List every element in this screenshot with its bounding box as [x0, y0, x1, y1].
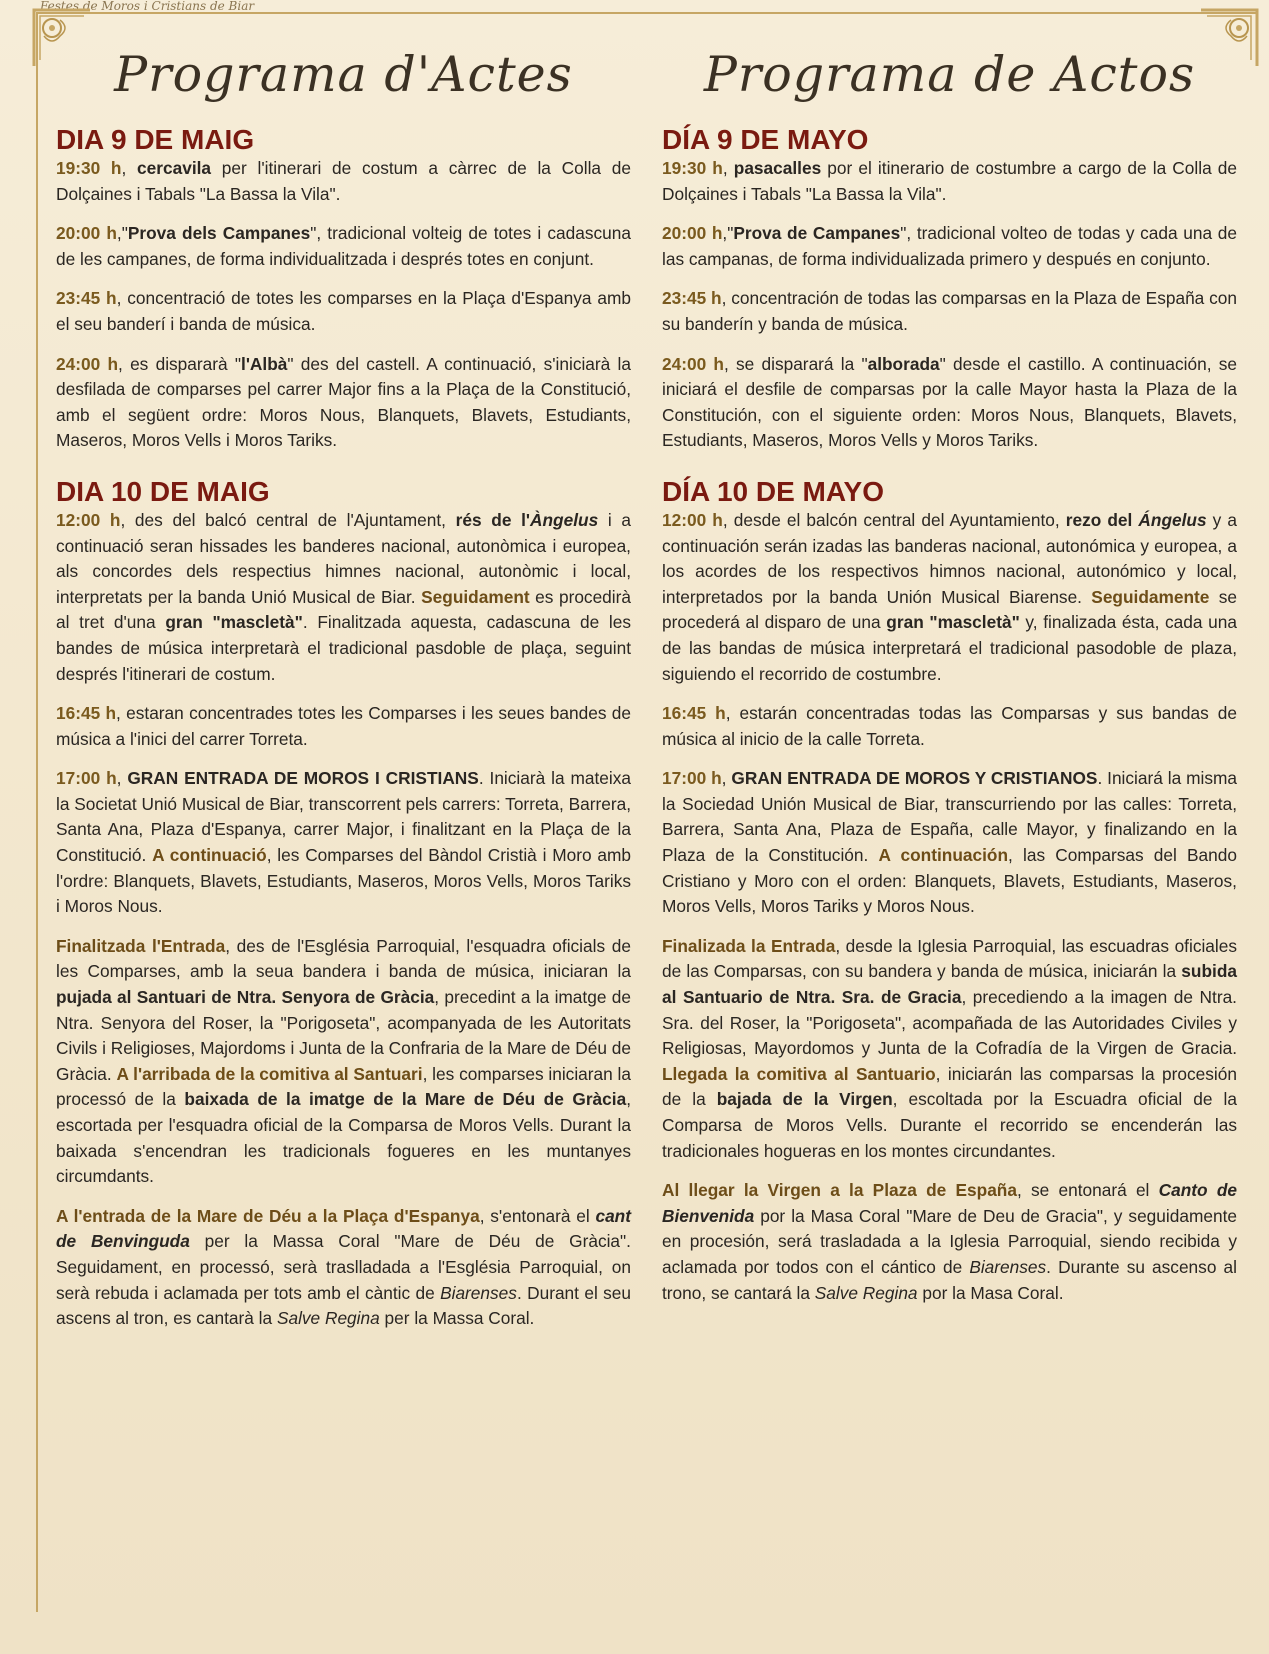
event-time: 24:00 h — [56, 353, 119, 374]
item-text: Prova dels Campanes — [127, 223, 311, 244]
item-text: rezo del — [1065, 509, 1139, 530]
item-text: , — [116, 768, 128, 789]
item-text: gran "mascletà" — [165, 612, 303, 633]
item-text: per l'itinerari de costum a càrrec de la Colla de Dolçaines i Tabals "La Bassa la Vila". — [56, 158, 631, 204]
program-item — [56, 508, 631, 687]
program-item — [662, 286, 1237, 337]
item-text: A continuació — [152, 845, 267, 866]
item-text: gran "mascletà" — [886, 612, 1020, 633]
item-text: , les comparses iniciaran la processó de la — [56, 1063, 632, 1110]
item-text: Canto de Bienvenida — [662, 1180, 1237, 1226]
item-text: por la Masa Coral. — [917, 1282, 1064, 1303]
running-head: Festes de Moros i Cristians de Biar — [40, 0, 255, 13]
program-item — [662, 934, 1237, 1164]
event-time: 20:00 h — [662, 223, 723, 244]
program-item — [56, 701, 631, 752]
day-sections — [56, 124, 631, 1332]
item-text: , las Comparsas del Bando Cristiano y Moro con el orden: Blanquets, Blavets, Estudiants, Maseros, Moros Vells, Moros Tariks y Moros Nous. — [662, 845, 1237, 917]
item-text: Biarenses — [969, 1256, 1047, 1277]
column-spanish — [662, 36, 1237, 1320]
item-text: , es dispararà " — [118, 353, 242, 374]
program-item — [662, 156, 1237, 207]
item-text: Finalitzada l'Entrada — [56, 935, 226, 956]
event-time: 24:00 h — [662, 353, 724, 374]
item-text: ," — [722, 223, 734, 244]
item-text: per la Massa Coral "Mare de Déu de Gràcia". Seguidament, en processó, serà traslladada a l'Església Parroquial, on serà rebuda i aclamada per tots amb el càntic de — [56, 1231, 631, 1303]
section-spacer — [56, 468, 631, 476]
item-text: se procederá al disparo de una — [662, 586, 1237, 633]
day-heading: DÍA 10 DE MAYO — [662, 475, 884, 507]
item-text: Al llegar la Virgen a la Plaza de España — [662, 1180, 1017, 1201]
item-text: ", tradicional volteig de totes i cadascuna de les campanes, de forma individualitzada i després totes en conjunt. — [56, 223, 631, 269]
item-text: , des de l'Església Parroquial, l'esquadra oficials de les Comparses, amb la seua bandera i banda de música, iniciaran la — [56, 935, 631, 982]
program-item — [56, 766, 631, 920]
item-text: l'Albà — [241, 353, 288, 374]
event-time: 17:00 h — [56, 768, 117, 789]
event-time: 12:00 h — [662, 509, 723, 530]
item-text: , iniciarán las comparsas la procesión de la — [662, 1063, 1237, 1110]
item-text: , des del balcó central de l'Ajuntament, — [120, 509, 456, 530]
item-text: , estaran concentrades totes les Comparses i les seues bandes de música a l'inici del carrer Torreta. — [56, 703, 631, 749]
program-item — [56, 1204, 631, 1332]
item-text: A continuación — [878, 845, 1009, 866]
item-text: , les Comparses del Bàndol Cristià i Moro amb l'ordre: Blanquets, Blavets, Estudiants, Maseros, Moros Vells, Moros Tariks i Moros Nous. — [56, 845, 631, 917]
program-item — [56, 156, 631, 207]
item-text: , precediendo a la imagen de Ntra. Sra. del Roser, la "Porigoseta", acompañada de las Autoridades Civiles y Religiosas, Mayordomos y Junta de la Cofradía de la Virgen de Gracia. — [662, 987, 1237, 1059]
item-text: , estarán concentradas todas las Comparsas y sus bandas de música al inicio de la calle Torreta. — [662, 703, 1237, 749]
item-text: A l'arribada de la comitiva al Santuari — [116, 1063, 423, 1084]
item-text: ," — [116, 223, 128, 244]
page-title: Programa de Actos — [703, 46, 1196, 103]
item-text: subida al Santuario de Ntra. Sra. de Gracia — [662, 961, 1237, 1008]
item-text: , concentración de todas las comparsas en la Plaza de España con su banderín y banda de música. — [662, 288, 1237, 334]
item-text: , escoltada por la Escuadra oficial de la Comparsa de Moros Vells. Durante el recorrido se encenderán las tradicionales hogueras en los montes circundantes. — [662, 1089, 1237, 1161]
item-text: . Iniciarà la mateixa la Societat Unió Musical de Biar, transcorrent pels carrers: Torreta, Barrera, Santa Ana, Plaza d'Espanya, carrer Major, i finalitzant en la Plaça de la Constitució. — [56, 768, 631, 866]
item-text: y, finalizada ésta, cada una de las bandas de música interpretará el tradicional pasodoble de plaza, siguiendo el recorrido de costumbre. — [662, 612, 1237, 684]
program-item — [56, 286, 631, 337]
item-text: per la Massa Coral. — [379, 1308, 535, 1329]
day-sections — [662, 124, 1237, 1306]
item-text: . Durant el seu ascens al tron, es cantarà la — [56, 1282, 632, 1329]
program-item — [56, 221, 631, 272]
item-text: , s'entonarà el — [479, 1205, 596, 1226]
day-heading: DIA 10 DE MAIG — [56, 475, 270, 507]
item-text: GRAN ENTRADA DE MOROS Y CRISTIANOS — [731, 768, 1098, 789]
program-item — [56, 934, 631, 1190]
item-text: , escortada per l'esquadra oficial de la Comparsa de Moros Vells. Durant la baixada s'encendran les tradicionals fogueres en les muntanyes circumdants. — [56, 1089, 631, 1187]
event-time: 12:00 h — [56, 509, 121, 530]
item-text: GRAN ENTRADA DE MOROS I CRISTIANS — [127, 768, 479, 789]
item-text: A l'entrada de la Mare de Déu a la Plaça d'Espanya — [56, 1205, 480, 1226]
item-text: Llegada la comitiva al Santuario — [662, 1063, 936, 1084]
item-text: pasacalles — [733, 158, 822, 178]
item-text: . Finalitzada aquesta, cadascuna de les bandes de música interpretarà el tradicional pasdoble de plaça, seguint després l'itinerari de costum. — [56, 612, 631, 684]
item-text: Seguidament — [421, 586, 530, 607]
program-item — [662, 701, 1237, 752]
event-time: 16:45 h — [56, 703, 117, 724]
item-text: baixada de la imatge de la Mare de Déu de Gràcia — [184, 1089, 627, 1110]
event-time: 23:45 h — [56, 288, 117, 309]
item-text: Seguidamente — [1091, 586, 1210, 607]
column-catalan — [56, 36, 631, 1346]
program-item — [662, 221, 1237, 272]
item-text: , se entonará el — [1016, 1180, 1159, 1201]
item-text: , — [722, 158, 734, 178]
item-text: Ángelus — [1138, 509, 1207, 530]
item-text: Salve Regina — [814, 1282, 918, 1303]
item-text: i a continuació seran hissades les banderes nacional, autonòmica i europea, als concordes dels respectius himnes nacional, autonòmic i local, interpretats per la banda Unió Musical de Biar. — [56, 509, 631, 607]
item-text: " desde el castillo. A continuación, se iniciará el desfile de comparsas por la calle Mayor hasta la Plaza de la Constitución, con el siguiente orden: Moros Nous, Blanquets, Blavets, Estudiants, Maseros, Moros Vells y Moros Tariks. — [662, 353, 1238, 451]
item-text: por el itinerario de costumbre a cargo de la Colla de Dolçaines i Tabals "La Bassa la Vila". — [662, 158, 1237, 204]
item-text: , desde la Iglesia Parroquial, las escuadras oficiales de las Comparsas, con su bandera y banda de música, iniciarán la — [662, 935, 1238, 982]
item-text: , — [121, 158, 138, 178]
program-item — [662, 766, 1237, 920]
event-time: 17:00 h — [662, 768, 722, 789]
item-text: , — [721, 768, 732, 789]
event-time: 19:30 h — [662, 158, 723, 178]
item-text: , desde el balcón central del Ayuntamiento, — [722, 509, 1066, 530]
item-text: alborada — [867, 353, 940, 374]
item-text: por la Masa Coral "Mare de Deu de Gracia", y seguidamente en procesión, será trasladada a la Iglesia Parroquial, siendo recibida y aclamada por todos con el cántico de — [662, 1205, 1237, 1277]
item-text: ", tradicional volteo de todas y cada una de las campanas, de forma individualizada primero y después en conjunto. — [662, 223, 1238, 269]
event-time: 16:45 h — [662, 703, 726, 724]
event-time: 23:45 h — [662, 288, 722, 309]
item-text: bajada de la Virgen — [716, 1089, 893, 1110]
item-text: . Durante su ascenso al trono, se cantará la — [662, 1256, 1237, 1303]
item-text: Salve Regina — [276, 1308, 380, 1329]
day-heading: DÍA 9 DE MAYO — [662, 124, 869, 155]
item-text: Biarenses — [440, 1282, 517, 1303]
item-text: rés de l' — [455, 509, 531, 530]
item-text: Finalizada la Entrada — [662, 935, 836, 956]
item-text: , concentració de totes les comparses en la Plaça d'Espanya amb el seu banderí i banda de música. — [56, 288, 631, 334]
event-time: 20:00 h — [56, 223, 117, 244]
program-item — [56, 352, 631, 454]
item-text: . Iniciará la misma la Sociedad Unión Musical de Biar, transcurriendo por las calles: Torreta, Barrera, Santa Ana, Plaza de España, calle Mayor, y finalizando en la Plaza de la Constitución. — [662, 768, 1238, 866]
day-heading: DIA 9 DE MAIG — [56, 124, 255, 155]
item-text: cercavila — [137, 158, 212, 178]
item-text: es procedirà al tret d'una — [56, 586, 632, 633]
item-text: pujada al Santuari de Ntra. Senyora de Gràcia — [56, 987, 435, 1008]
item-text: cant de Benvinguda — [56, 1205, 631, 1252]
item-text: Prova de Campanes — [733, 223, 901, 244]
page-title: Programa d'Actes — [114, 46, 573, 103]
item-text: " des del castell. A continuació, s'iniciarà la desfilada de comparses pel carrer Major fins a la Plaça de la Constitució, amb el següent ordre: Moros Nous, Blanquets, Blavets, Estudiants, Maseros, Moros Vells i Moros Tariks. — [56, 353, 631, 451]
item-text: , precedint a la imatge de Ntra. Senyora del Roser, la "Porigoseta", acompanyada de les Autoritats Civils i Religioses, Majordoms i Junta de la Confraria de la Mare de Déu de Gràcia. — [56, 987, 631, 1084]
program-item — [662, 508, 1237, 687]
event-time: 19:30 h — [56, 158, 122, 178]
program-item — [662, 352, 1237, 454]
item-text: y a continuación serán izadas las banderas nacional, autonómica y europea, a los acordes de los respectivos himnos nacional, autonómico y local, interpretados por la banda Unión Musical Biarense. — [662, 509, 1237, 607]
item-text: Àngelus — [530, 509, 599, 530]
item-text: , se disparará la " — [723, 353, 868, 374]
program-item — [662, 1178, 1237, 1306]
section-spacer — [662, 468, 1237, 476]
